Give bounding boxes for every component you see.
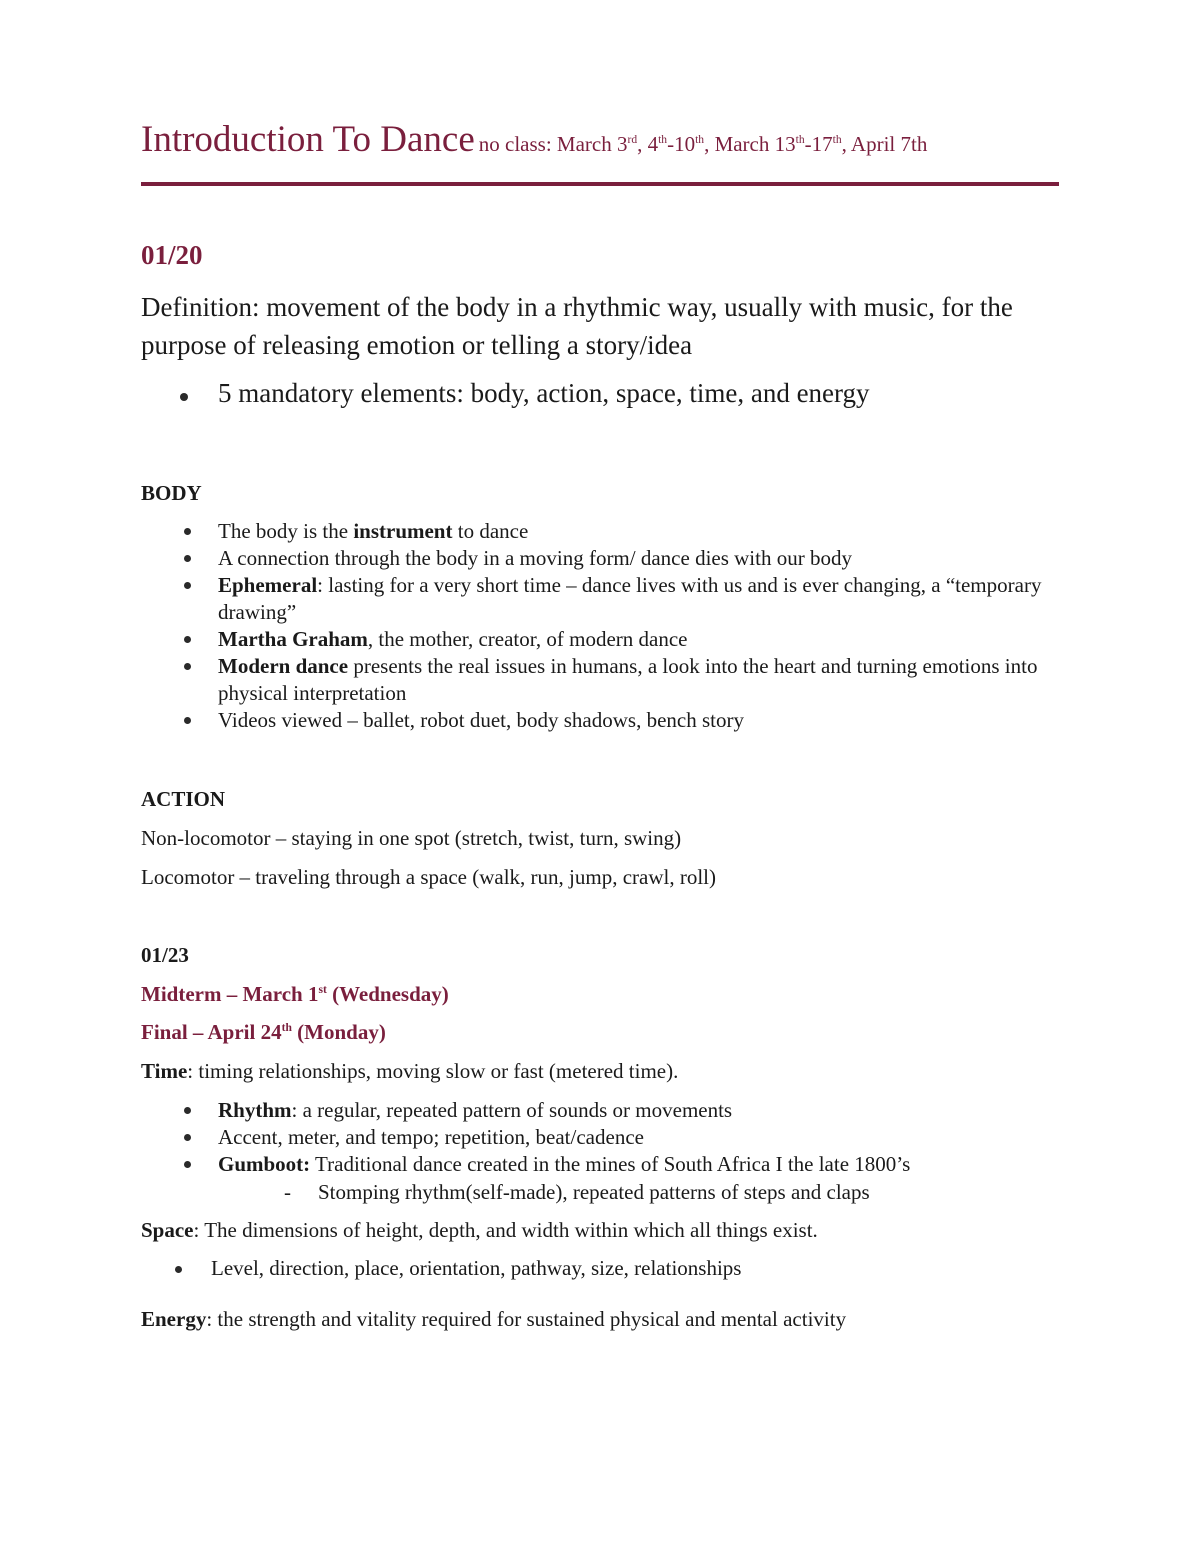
note-text: , March 13 [704,132,796,156]
bullet-icon [180,393,188,401]
bullet-icon [175,1266,182,1273]
bullet-icon [184,636,191,643]
term-text: : The dimensions of height, depth, and width within which all things exist. [193,1218,818,1242]
final-text: Final – April 24 [141,1020,282,1044]
body-list [180,518,1060,734]
term-text: : timing relationships, moving slow or fast (metered time). [187,1059,679,1083]
item-text: : lasting for a very short time – dance lives with us and is ever changing, a “temporary drawing” [218,573,1042,624]
bullet-icon [184,1107,191,1114]
item-bold-term: Gumboot: [218,1152,311,1176]
note-text: , April 7th [841,132,928,156]
term-label: Energy [141,1307,207,1331]
note-text: , 4 [637,132,659,156]
bullet-text: 5 mandatory elements: body, action, space, time, and energy [218,378,870,408]
title-main: Introduction To Dance [141,119,475,160]
list-item [180,1124,1060,1151]
title-divider [141,182,1059,186]
section-heading-body: BODY [141,481,202,505]
term-text: : the strength and vitality required for sustained physical and mental activity [206,1307,847,1331]
non-locomotor-line: Non-locomotor – staying in one spot (stretch, twist, turn, swing) [141,826,682,850]
list-item [180,518,1060,545]
time-definition [141,1059,678,1084]
bullet-icon [184,555,191,562]
midterm-sup: st [318,984,327,996]
item-bold-term: Martha Graham [218,627,368,651]
lecture-date-heading: 01/23 [141,943,189,967]
final-date [141,1020,386,1045]
space-definition [141,1218,818,1243]
locomotor-line: Locomotor – traveling through a space (walk, run, jump, crawl, roll) [141,865,716,889]
bullet-icon [184,1134,191,1141]
dash-marker: - [284,1180,291,1204]
document-title [141,118,1061,161]
term-label: Space [141,1218,194,1242]
list-item [180,572,1060,626]
bullet-icon [184,528,191,535]
lecture-date-heading: 01/20 [141,240,203,270]
time-list [180,1097,1060,1178]
note-sup: th [832,134,842,146]
list-item [180,545,1060,572]
section-heading-action: ACTION [141,787,226,811]
item-text: The body is the [218,519,354,543]
list-item [180,707,1060,734]
midterm-text: (Wednesday) [326,982,449,1006]
list-item [180,626,1060,653]
midterm-text: Midterm – March 1 [141,982,319,1006]
list-item [180,653,1060,707]
bullet-icon [184,582,191,589]
final-sup: th [281,1022,292,1034]
bullet-icon [184,1161,191,1168]
bullet-text: Level, direction, place, orientation, pathway, size, relationships [211,1256,742,1280]
item-text: Videos viewed – ballet, robot duet, body shadows, bench story [218,708,744,732]
note-text: -17 [804,132,833,156]
item-text: to dance [452,519,529,543]
bullet-icon [184,663,191,670]
list-item [180,1097,1060,1124]
item-text: , the mother, creator, of modern dance [367,627,688,651]
item-text: Traditional dance created in the mines of South Africa I the late 1800’s [310,1152,911,1176]
dance-definition: Definition: movement of the body in a rhythmic way, usually with music, for the purpose of releasing emotion or telling a story/idea [141,292,1013,360]
bullet-icon [184,717,191,724]
no-class-note [479,132,928,156]
item-text: Accent, meter, and tempo; repetition, beat/cadence [218,1125,644,1149]
sub-item-text: Stomping rhythm(self-made), repeated patterns of steps and claps [318,1180,870,1204]
note-sup: rd [627,134,638,146]
item-bold-term: Modern dance [218,654,349,678]
term-label: Time [141,1059,188,1083]
note-text: no class: March 3 [478,132,628,156]
note-text: -10 [667,132,696,156]
item-text: : a regular, repeated pattern of sounds or movements [291,1098,733,1122]
item-text: presents the real issues in humans, a look into the heart and turning emotions into physical interpretation [218,654,1038,705]
final-text: (Monday) [291,1020,386,1044]
note-sup: th [795,134,805,146]
note-sup: th [658,134,668,146]
item-bold-term: Ephemeral [218,573,318,597]
item-bold-term: instrument [353,519,453,543]
item-bold-term: Rhythm [218,1098,292,1122]
list-item [180,1151,1060,1178]
midterm-date [141,982,449,1007]
energy-definition [141,1307,846,1332]
note-sup: th [695,134,705,146]
item-text: A connection through the body in a moving form/ dance dies with our body [218,546,852,570]
